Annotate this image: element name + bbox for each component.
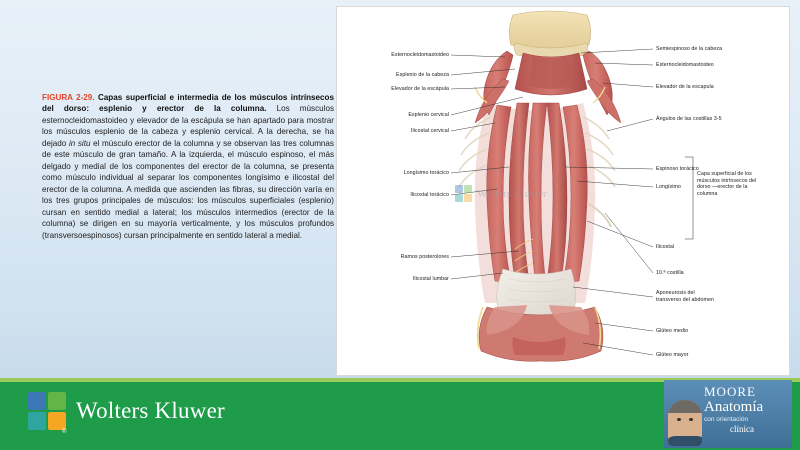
label-esplenio-cervical: Esplenio cervical <box>408 112 449 118</box>
figure-watermark-text: Wolters Kluwer <box>477 187 547 200</box>
label-esternocleidomastoideo-left: Esternocleidomastoideo <box>391 52 449 58</box>
label-semiespinoso-de-la-cabeza: Semiespinoso de la cabeza <box>656 46 723 52</box>
label-gluteo-mayor: Glúteo mayor <box>656 352 689 358</box>
author-portrait-avatar <box>668 400 702 446</box>
label-ramos-posteriores: Ramos posterolores <box>400 254 449 260</box>
portrait-eye-right <box>689 418 693 421</box>
label-ilicostal-lumbar: Ilicostal lumbar <box>412 276 449 282</box>
caption-body-part1: Los músculos esternocleidomastoideo y elevador de la escápula se han apartado para mostrar los músculos esplenio de la cabeza y esplenio cervical. A la derecha, se ha dejado <box>42 104 334 148</box>
label-gluteo-medio: Glúteo medio <box>656 328 689 334</box>
footer-bar <box>0 378 800 450</box>
label-ilicostal-cervical: Ilicostal cervical <box>410 128 449 134</box>
registered-mark: ® <box>62 429 67 435</box>
figure-panel <box>336 6 790 376</box>
label-elevador-de-la-escapula-left: Elevador de la escápula <box>391 86 449 92</box>
portrait-eye-left <box>677 418 681 421</box>
label-espinoso-toracico: Espinoso torácico <box>656 166 699 172</box>
label-longisimo-toracico: Longísimo torácico <box>403 170 449 176</box>
wolters-kluwer-logo-icon <box>28 392 66 430</box>
label-aponeurosis-transverso-abdomen: Aponeurosis del transverso del abdomen <box>656 290 714 303</box>
book-subtitle: Anatomía <box>704 399 764 415</box>
label-esplenio-de-la-cabeza: Esplenio de la cabeza <box>396 72 449 78</box>
label-longisimo: Longísimo <box>656 184 681 190</box>
label-decima-costilla: 10.ª costilla <box>656 270 684 276</box>
book-cover-badge <box>664 380 792 448</box>
footer-brand-name: Wolters Kluwer <box>76 398 225 423</box>
book-title: MOORE <box>704 384 756 399</box>
portrait-shoulders <box>668 436 702 446</box>
label-angulos-de-las-costillas: Ángulos de las costillas 3-5 <box>656 116 722 122</box>
caption-body-italic: in situ <box>68 138 91 148</box>
wolters-kluwer-logo <box>28 392 225 435</box>
book-subtitle-line3: clínica <box>730 424 754 434</box>
figure-illustration <box>337 7 789 375</box>
label-elevador-de-la-escapula-right: Elevador de la escapula <box>656 84 714 90</box>
label-ilicostal-toracico: Ilicostal torácico <box>410 192 449 198</box>
label-esternocleidomastoideo-right: Esternocleidomastoideo <box>656 62 714 68</box>
label-bracket-capa-superficial: Capa superficial de los músculos intrínsecos del dorso —erector de la columna <box>697 171 757 197</box>
book-subtitle-line2: con orientación <box>704 416 749 423</box>
figure-title: Capas superficial e intermedia de los músculos intrínsecos del dorso: esplenio y erector de la columna. <box>42 93 334 114</box>
portrait-hair <box>668 400 702 413</box>
label-ilicostal: Ilicostal <box>656 244 675 250</box>
caption-body-part2: el músculo erector de la columna y se observan las tres columnas de este músculo de gran tamaño. A la izquierda, el músculo espinoso, el más delgado y medial de los componentes del erector de la columna, se presenta como músculo individual al separar los componentes longísimo e ilicostal del erector de la columna. A medida que ascienden las fibras, su dirección varía en los tres grupos principales de músculos: los músculos superficiales (esplenio) cursan en sentido medial a lateral; los músculos intermedios (erector de la columna) se dirigen en su mayoría verticalmente, y los músculos profundos (transversoespinosos) cursan principalmente en sentido lateral a medial. <box>42 138 334 240</box>
figure-caption <box>42 92 334 241</box>
figure-number: FIGURA 2-29. <box>42 93 95 102</box>
